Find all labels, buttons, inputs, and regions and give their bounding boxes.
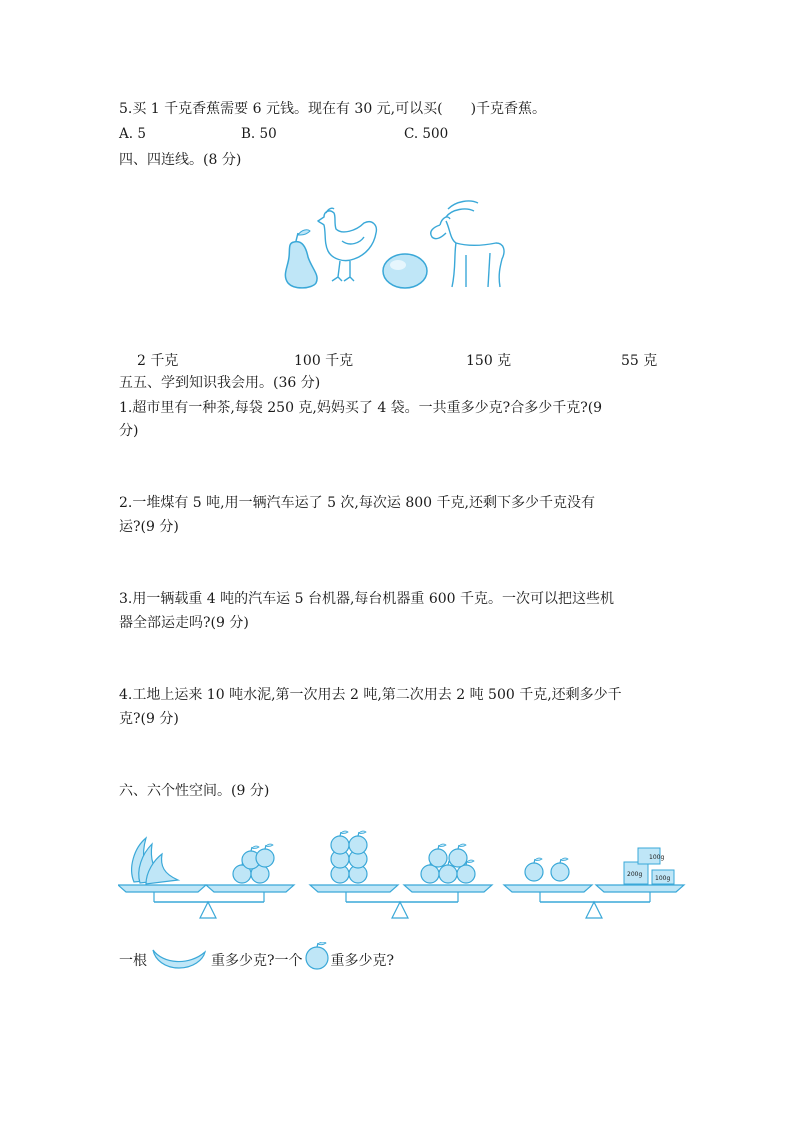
- weight-label-3: 150 克: [466, 353, 512, 369]
- weights-icon: [624, 848, 674, 884]
- final-question-part3: 重多少克?: [330, 953, 395, 969]
- pear-icon: [285, 230, 317, 288]
- problem-2-line2: 运?(9 分): [119, 519, 179, 535]
- apples-icon: [421, 844, 475, 883]
- weight-label-200g: 200g: [627, 871, 643, 878]
- section5-title: 五五、学到知识我会用。(36 分): [119, 375, 321, 391]
- q5-option-a: A. 5: [119, 126, 146, 142]
- section6-title: 六、六个性空间。(9 分): [119, 783, 270, 799]
- weight-label-2: 100 千克: [294, 353, 354, 369]
- banana-bunch-icon: [132, 838, 178, 884]
- problem-4-line2: 克?(9 分): [119, 711, 179, 727]
- apples-icon: [233, 844, 274, 883]
- weight-label-1: 2 千克: [137, 353, 179, 369]
- weight-label-100g-bottom: 100g: [655, 875, 671, 882]
- problem-3-line2: 器全部运走吗?(9 分): [119, 615, 249, 631]
- balance-scale-1: [118, 838, 294, 918]
- problem-1-line2: 分): [119, 423, 139, 439]
- balance-scale-3: [504, 848, 684, 918]
- balance-scale-2: [310, 831, 492, 918]
- q5-option-b: B. 50: [241, 126, 277, 142]
- connect-illustrations: [280, 195, 520, 295]
- q5-option-c: C. 500: [404, 126, 449, 142]
- apples-icon: [525, 858, 569, 881]
- final-question-part2: 重多少克?一个: [211, 953, 303, 969]
- egg-icon: [383, 254, 427, 288]
- final-question: [119, 946, 394, 970]
- weight-label-100g-top: 100g: [649, 854, 665, 861]
- problem-2-line1: 2.一堆煤有 5 吨,用一辆汽车运了 5 次,每次运 800 千克,还剩下多少千克没有: [119, 495, 595, 511]
- section4-title: 四、四连线。(8 分): [119, 152, 242, 168]
- problem-1-line1: 1.超市里有一种茶,每袋 250 克,妈妈买了 4 袋。一共重多少克?合多少千克?(9: [119, 400, 603, 416]
- apples-icon: [331, 831, 367, 883]
- hen-icon: [318, 208, 376, 281]
- q5-text: 5.买 1 千克香蕉需要 6 元钱。现在有 30 元,可以买( )千克香蕉。: [119, 101, 547, 117]
- banana-icon: [149, 946, 209, 970]
- final-question-part1: 一根: [119, 953, 147, 969]
- weight-label-4: 55 克: [621, 353, 658, 369]
- balance-scales-illustration: [118, 826, 688, 922]
- apple-icon: [304, 942, 330, 970]
- goat-icon: [431, 201, 504, 287]
- problem-3-line1: 3.用一辆载重 4 吨的汽车运 5 台机器,每台机器重 600 千克。一次可以把这些机: [119, 591, 615, 607]
- problem-4-line1: 4.工地上运来 10 吨水泥,第一次用去 2 吨,第二次用去 2 吨 500 千克,还剩多少千: [119, 687, 622, 703]
